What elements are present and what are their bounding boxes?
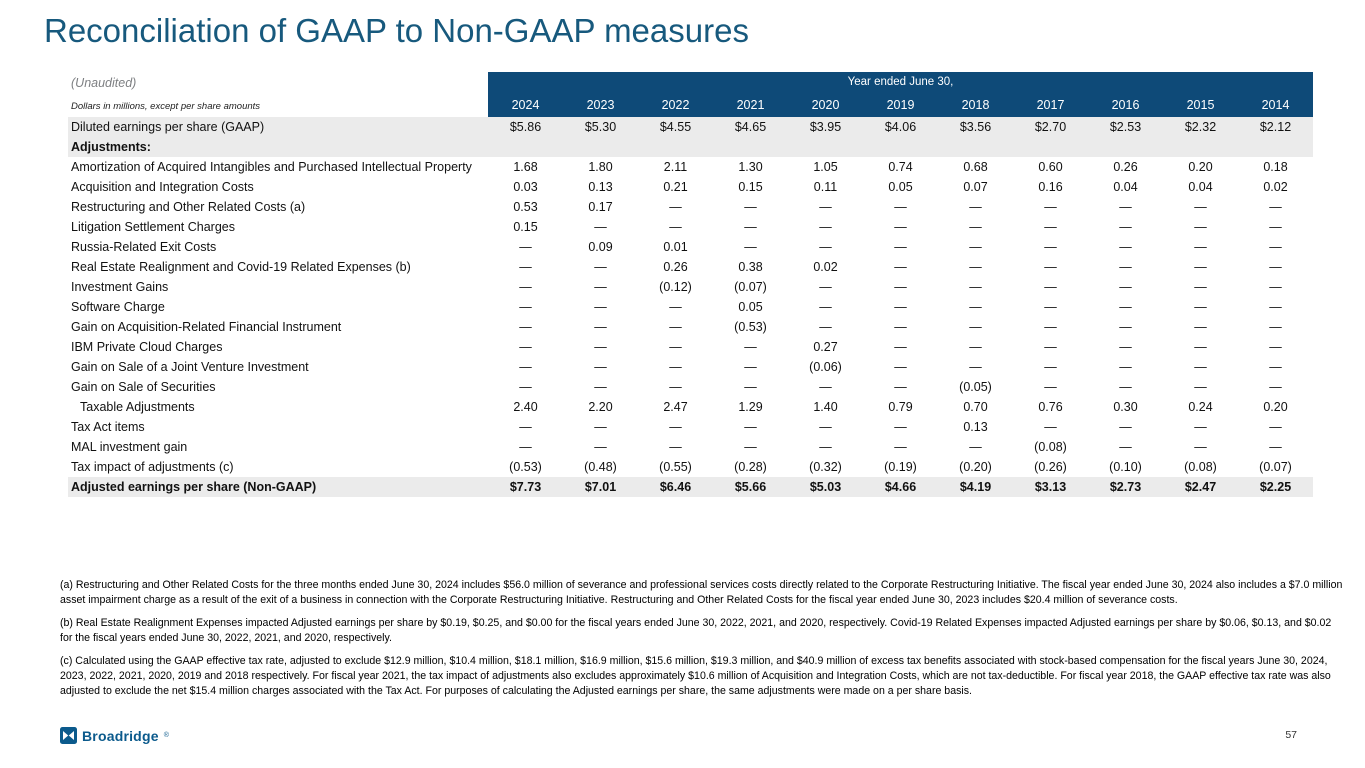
table-row xyxy=(68,277,1313,297)
year-header-row xyxy=(68,93,1313,117)
value-cell: — xyxy=(669,380,682,394)
value-cell: — xyxy=(1194,380,1207,394)
value-cell: — xyxy=(1119,320,1132,334)
value-cell: — xyxy=(594,260,607,274)
value-cell: — xyxy=(1119,360,1132,374)
value-cell: $3.56 xyxy=(938,117,1013,137)
value-cell: — xyxy=(744,220,757,234)
value-cell: — xyxy=(1044,260,1057,274)
value-cell: 1.30 xyxy=(738,160,763,174)
value-cell: — xyxy=(1269,240,1282,254)
value-cell: — xyxy=(894,260,907,274)
value-cell: — xyxy=(894,360,907,374)
value-cell: — xyxy=(1269,220,1282,234)
value-cell: — xyxy=(1269,420,1282,434)
value-cell: — xyxy=(1269,260,1282,274)
value-cell: — xyxy=(744,340,757,354)
table-row xyxy=(68,377,1313,397)
value-cell: — xyxy=(519,240,532,254)
year-ended-header: Year ended June 30, xyxy=(488,72,1313,93)
row-label: Gain on Acquisition-Related Financial Instrument xyxy=(71,320,342,334)
value-cell: (0.08) xyxy=(1184,460,1217,474)
value-cell: $6.46 xyxy=(638,477,713,497)
value-cell: — xyxy=(1044,360,1057,374)
value-cell: — xyxy=(1269,380,1282,394)
value-cell: — xyxy=(1044,420,1057,434)
value-cell: — xyxy=(894,200,907,214)
value-cell: — xyxy=(969,260,982,274)
value-cell: (0.55) xyxy=(659,460,692,474)
value-cell: — xyxy=(1269,320,1282,334)
value-cell: — xyxy=(1119,300,1132,314)
table-row xyxy=(68,217,1313,237)
table-row xyxy=(68,317,1313,337)
value-cell: — xyxy=(969,200,982,214)
page-title: Reconciliation of GAAP to Non-GAAP measures xyxy=(44,12,749,49)
value-cell: — xyxy=(1194,200,1207,214)
row-label: Acquisition and Integration Costs xyxy=(71,180,254,194)
value-cell: (0.19) xyxy=(884,460,917,474)
year-column-header: 2016 xyxy=(1088,93,1163,117)
value-cell: — xyxy=(819,200,832,214)
value-cell: — xyxy=(594,360,607,374)
value-cell: — xyxy=(969,340,982,354)
value-cell: 0.76 xyxy=(1038,400,1063,414)
value-cell: (0.08) xyxy=(1034,440,1067,454)
value-cell: — xyxy=(1044,280,1057,294)
value-cell: — xyxy=(894,240,907,254)
value-cell: — xyxy=(1269,200,1282,214)
value-cell: 0.07 xyxy=(963,180,988,194)
page-number: 57 xyxy=(1285,729,1297,741)
value-cell: — xyxy=(819,420,832,434)
value-cell: — xyxy=(969,280,982,294)
value-cell: — xyxy=(1269,300,1282,314)
value-cell: 0.05 xyxy=(738,300,763,314)
footnote: (b) Real Estate Realignment Expenses impacted Adjusted earnings per share by $0.19, $0.25, and $0.00 for the fiscal years ended June 30, 2022, 2021, and 2020, respectively. Covid-19 Related Expenses impacted Adjusted earnings per share by $0.06, $0.13, and $0.02 for the fiscal years ended June 30, 2022, 2021, and 2020, respectively. xyxy=(60,617,1332,645)
value-cell: — xyxy=(894,280,907,294)
year-column-header: 2018 xyxy=(938,93,1013,117)
value-cell: (0.07) xyxy=(1259,460,1292,474)
registered-mark: ® xyxy=(163,732,169,739)
value-cell: — xyxy=(969,300,982,314)
row-label: IBM Private Cloud Charges xyxy=(71,340,223,354)
value-cell: — xyxy=(669,420,682,434)
value-cell: — xyxy=(894,380,907,394)
value-cell: 0.20 xyxy=(1188,160,1213,174)
year-column-header: 2022 xyxy=(638,93,713,117)
value-cell: 2.47 xyxy=(663,400,688,414)
value-cell: 1.05 xyxy=(813,160,838,174)
value-cell: — xyxy=(969,320,982,334)
value-cell: (0.06) xyxy=(809,360,842,374)
table-row xyxy=(68,457,1313,477)
value-cell: — xyxy=(1119,420,1132,434)
value-cell: $4.06 xyxy=(863,117,938,137)
value-cell: — xyxy=(1194,440,1207,454)
value-cell: — xyxy=(1194,360,1207,374)
value-cell: (0.28) xyxy=(734,460,767,474)
value-cell: — xyxy=(669,300,682,314)
value-cell: — xyxy=(1269,340,1282,354)
value-cell: — xyxy=(969,220,982,234)
value-cell: (0.53) xyxy=(509,460,542,474)
row-label: Tax Act items xyxy=(71,420,145,434)
value-cell: — xyxy=(894,220,907,234)
value-cell: — xyxy=(1044,340,1057,354)
value-cell: — xyxy=(744,420,757,434)
footnote: (c) Calculated using the GAAP effective tax rate, adjusted to exclude $12.9 million, $10.4 million, $18.1 million, $16.9 million, $15.6 million, $19.3 million, and $40.9 million of excess tax benefits associated with stock-based compensation for the fiscal years June 30, 2024, 2023, 2022, 2021, 2020, 2019 and 2018 respectively. For fiscal year 2021, the tax impact of adjustments also excludes approximately $10.6 million of Acquisition and Integration Costs, which are not tax-deductible. For fiscal year 2018, the GAAP effective tax rate was also adjusted to exclude the net $15.4 million charges associated with the Tax Act. For purposes of calculating the Adjusted earnings per share, the same adjustments were made on a per share basis. xyxy=(60,655,1331,698)
value-cell: — xyxy=(894,320,907,334)
value-cell: 0.53 xyxy=(513,200,538,214)
value-cell: $2.73 xyxy=(1088,477,1163,497)
value-cell: $5.86 xyxy=(488,117,563,137)
value-cell xyxy=(563,137,638,157)
value-cell: (0.32) xyxy=(809,460,842,474)
table-row xyxy=(68,357,1313,377)
broadridge-logo xyxy=(60,727,169,744)
value-cell: — xyxy=(969,440,982,454)
value-cell: (0.10) xyxy=(1109,460,1142,474)
value-cell: $2.25 xyxy=(1238,477,1313,497)
value-cell: 1.40 xyxy=(813,400,838,414)
value-cell: — xyxy=(1044,380,1057,394)
value-cell: $2.53 xyxy=(1088,117,1163,137)
value-cell: — xyxy=(594,440,607,454)
year-column-header: 2014 xyxy=(1238,93,1313,117)
value-cell: — xyxy=(594,320,607,334)
value-cell: — xyxy=(594,340,607,354)
value-cell: 0.02 xyxy=(813,260,838,274)
value-cell: — xyxy=(594,220,607,234)
value-cell: — xyxy=(594,380,607,394)
value-cell: 0.15 xyxy=(513,220,538,234)
table-row xyxy=(68,477,1313,497)
value-cell: — xyxy=(519,320,532,334)
value-cell xyxy=(938,137,1013,157)
value-cell: $4.19 xyxy=(938,477,1013,497)
value-cell: — xyxy=(669,220,682,234)
table-row xyxy=(68,117,1313,137)
value-cell: 0.79 xyxy=(888,400,913,414)
value-cell: 0.27 xyxy=(813,340,838,354)
table-row xyxy=(68,177,1313,197)
value-cell: 0.26 xyxy=(1113,160,1138,174)
value-cell: 0.26 xyxy=(663,260,688,274)
value-cell: 2.20 xyxy=(588,400,613,414)
value-cell: — xyxy=(669,340,682,354)
value-cell: — xyxy=(669,440,682,454)
value-cell: (0.05) xyxy=(959,380,992,394)
table-row xyxy=(68,417,1313,437)
value-cell: (0.48) xyxy=(584,460,617,474)
value-cell: — xyxy=(744,240,757,254)
value-cell: — xyxy=(819,440,832,454)
value-cell: 0.16 xyxy=(1038,180,1063,194)
value-cell: 2.40 xyxy=(513,400,538,414)
row-label: Investment Gains xyxy=(71,280,169,294)
value-cell: — xyxy=(1269,440,1282,454)
value-cell: — xyxy=(669,320,682,334)
value-cell xyxy=(788,137,863,157)
value-cell: — xyxy=(1044,220,1057,234)
row-label: Litigation Settlement Charges xyxy=(71,220,235,234)
value-cell: 0.11 xyxy=(813,180,838,194)
value-cell: — xyxy=(819,380,832,394)
value-cell: — xyxy=(1119,280,1132,294)
value-cell: $7.01 xyxy=(563,477,638,497)
value-cell: — xyxy=(519,360,532,374)
value-cell: 0.60 xyxy=(1038,160,1063,174)
value-cell: 0.30 xyxy=(1113,400,1138,414)
value-cell: — xyxy=(1194,320,1207,334)
row-label: Russia-Related Exit Costs xyxy=(71,240,217,254)
year-column-header: 2019 xyxy=(863,93,938,117)
row-label: Adjustments: xyxy=(68,137,488,157)
value-cell: — xyxy=(519,280,532,294)
row-label: Restructuring and Other Related Costs (a) xyxy=(71,200,306,214)
row-label: Real Estate Realignment and Covid-19 Related Expenses (b) xyxy=(71,260,411,274)
value-cell: — xyxy=(819,240,832,254)
value-cell: — xyxy=(819,300,832,314)
table-row xyxy=(68,397,1313,417)
row-label: MAL investment gain xyxy=(71,440,188,454)
footnotes xyxy=(60,578,1344,707)
value-cell: 1.68 xyxy=(513,160,538,174)
value-cell: $4.66 xyxy=(863,477,938,497)
value-cell: $5.30 xyxy=(563,117,638,137)
unaudited-label: (Unaudited) xyxy=(68,72,488,93)
value-cell: — xyxy=(1119,340,1132,354)
table-row xyxy=(68,237,1313,257)
value-cell: 0.02 xyxy=(1263,180,1288,194)
value-cell: 0.13 xyxy=(588,180,613,194)
value-cell: — xyxy=(1194,340,1207,354)
table-row xyxy=(68,197,1313,217)
value-cell: 1.80 xyxy=(588,160,613,174)
value-cell: — xyxy=(894,340,907,354)
broadridge-logo-icon xyxy=(60,727,77,744)
row-label: Diluted earnings per share (GAAP) xyxy=(68,117,488,137)
value-cell: 0.04 xyxy=(1113,180,1138,194)
value-cell: (0.26) xyxy=(1034,460,1067,474)
value-cell: 0.38 xyxy=(738,260,763,274)
value-cell: 0.17 xyxy=(588,200,613,214)
value-cell: 0.68 xyxy=(963,160,988,174)
value-cell: — xyxy=(1194,240,1207,254)
row-label: Gain on Sale of Securities xyxy=(71,380,216,394)
value-cell: — xyxy=(969,240,982,254)
value-cell: — xyxy=(594,300,607,314)
value-cell: — xyxy=(1194,260,1207,274)
table-row xyxy=(68,137,1313,157)
value-cell: $2.12 xyxy=(1238,117,1313,137)
year-column-header: 2021 xyxy=(713,93,788,117)
value-cell: — xyxy=(894,300,907,314)
value-cell: $7.73 xyxy=(488,477,563,497)
value-cell: $2.32 xyxy=(1163,117,1238,137)
value-cell: — xyxy=(519,380,532,394)
value-cell: — xyxy=(1119,380,1132,394)
value-cell: 0.18 xyxy=(1263,160,1288,174)
table-row xyxy=(68,297,1313,317)
row-label: Taxable Adjustments xyxy=(80,400,195,414)
value-cell: $4.55 xyxy=(638,117,713,137)
value-cell: $3.95 xyxy=(788,117,863,137)
value-cell: (0.20) xyxy=(959,460,992,474)
value-cell xyxy=(638,137,713,157)
value-cell: — xyxy=(744,200,757,214)
value-cell: — xyxy=(894,420,907,434)
value-cell: 0.13 xyxy=(963,420,988,434)
row-label: Adjusted earnings per share (Non-GAAP) xyxy=(68,477,488,497)
value-cell: — xyxy=(669,200,682,214)
gaap-reconciliation-table xyxy=(68,72,1313,497)
value-cell: (0.53) xyxy=(734,320,767,334)
value-cell xyxy=(1088,137,1163,157)
value-cell: 0.20 xyxy=(1263,400,1288,414)
value-cell: — xyxy=(1044,240,1057,254)
row-label: Tax impact of adjustments (c) xyxy=(71,460,234,474)
year-column-header: 2024 xyxy=(488,93,563,117)
row-label: Amortization of Acquired Intangibles and Purchased Intellectual Property xyxy=(71,160,472,174)
year-column-header: 2023 xyxy=(563,93,638,117)
value-cell: — xyxy=(744,440,757,454)
value-cell: 0.04 xyxy=(1188,180,1213,194)
value-cell: — xyxy=(819,320,832,334)
value-cell: — xyxy=(519,440,532,454)
value-cell xyxy=(1163,137,1238,157)
value-cell: 1.29 xyxy=(738,400,763,414)
table-row xyxy=(68,337,1313,357)
value-cell: 0.09 xyxy=(588,240,613,254)
value-cell xyxy=(1238,137,1313,157)
year-column-header: 2017 xyxy=(1013,93,1088,117)
footnote: (a) Restructuring and Other Related Costs for the three months ended June 30, 2024 includes $56.0 million of severance and professional services costs directly related to the Corporate Restructuring Initiative. The fiscal year ended June 30, 2024 also includes a $7.0 million asset impairment charge as a result of the exit of a business in connection with the Corporate Restructuring Initiative. Restructuring and Other Related Costs for the fiscal year ended June 30, 2023 includes $20.4 million of severance costs. xyxy=(60,579,1343,607)
table-row xyxy=(68,437,1313,457)
value-cell: 0.74 xyxy=(888,160,913,174)
year-column-header: 2020 xyxy=(788,93,863,117)
row-label: Software Charge xyxy=(71,300,165,314)
value-cell: — xyxy=(669,360,682,374)
value-cell: 0.03 xyxy=(513,180,538,194)
year-column-header: 2015 xyxy=(1163,93,1238,117)
value-cell: — xyxy=(1119,220,1132,234)
value-cell: — xyxy=(894,440,907,454)
value-cell: $3.13 xyxy=(1013,477,1088,497)
value-cell: — xyxy=(1044,320,1057,334)
value-cell xyxy=(1013,137,1088,157)
value-cell: 2.11 xyxy=(663,160,688,174)
value-cell: — xyxy=(519,260,532,274)
table-subtitle: Dollars in millions, except per share amounts xyxy=(68,93,488,117)
value-cell: — xyxy=(1044,300,1057,314)
value-cell: — xyxy=(819,280,832,294)
value-cell: — xyxy=(1194,220,1207,234)
value-cell: 0.15 xyxy=(738,180,763,194)
value-cell: $4.65 xyxy=(713,117,788,137)
header-span-row xyxy=(68,72,1313,93)
value-cell: — xyxy=(819,220,832,234)
value-cell: — xyxy=(1194,300,1207,314)
value-cell: — xyxy=(1119,200,1132,214)
value-cell: — xyxy=(744,360,757,374)
value-cell: — xyxy=(519,420,532,434)
value-cell: — xyxy=(969,360,982,374)
value-cell: 0.05 xyxy=(888,180,913,194)
value-cell: — xyxy=(1119,240,1132,254)
value-cell: (0.12) xyxy=(659,280,692,294)
value-cell xyxy=(863,137,938,157)
value-cell: 0.70 xyxy=(963,400,988,414)
value-cell xyxy=(713,137,788,157)
broadridge-logo-text: Broadridge xyxy=(82,727,159,744)
value-cell: — xyxy=(1269,280,1282,294)
value-cell: — xyxy=(1269,360,1282,374)
value-cell xyxy=(488,137,563,157)
value-cell: $5.66 xyxy=(713,477,788,497)
value-cell: — xyxy=(1044,200,1057,214)
row-label: Gain on Sale of a Joint Venture Investment xyxy=(71,360,309,374)
value-cell: 0.21 xyxy=(663,180,688,194)
value-cell: $2.70 xyxy=(1013,117,1088,137)
value-cell: — xyxy=(1194,280,1207,294)
value-cell: $5.03 xyxy=(788,477,863,497)
value-cell: (0.07) xyxy=(734,280,767,294)
value-cell: — xyxy=(519,340,532,354)
value-cell: 0.24 xyxy=(1188,400,1213,414)
table-row xyxy=(68,157,1313,177)
value-cell: — xyxy=(519,300,532,314)
value-cell: 0.01 xyxy=(663,240,688,254)
table-row xyxy=(68,257,1313,277)
value-cell: — xyxy=(1119,440,1132,454)
value-cell: $2.47 xyxy=(1163,477,1238,497)
value-cell: — xyxy=(744,380,757,394)
value-cell: — xyxy=(594,420,607,434)
value-cell: — xyxy=(1119,260,1132,274)
value-cell: — xyxy=(1194,420,1207,434)
value-cell: — xyxy=(594,280,607,294)
